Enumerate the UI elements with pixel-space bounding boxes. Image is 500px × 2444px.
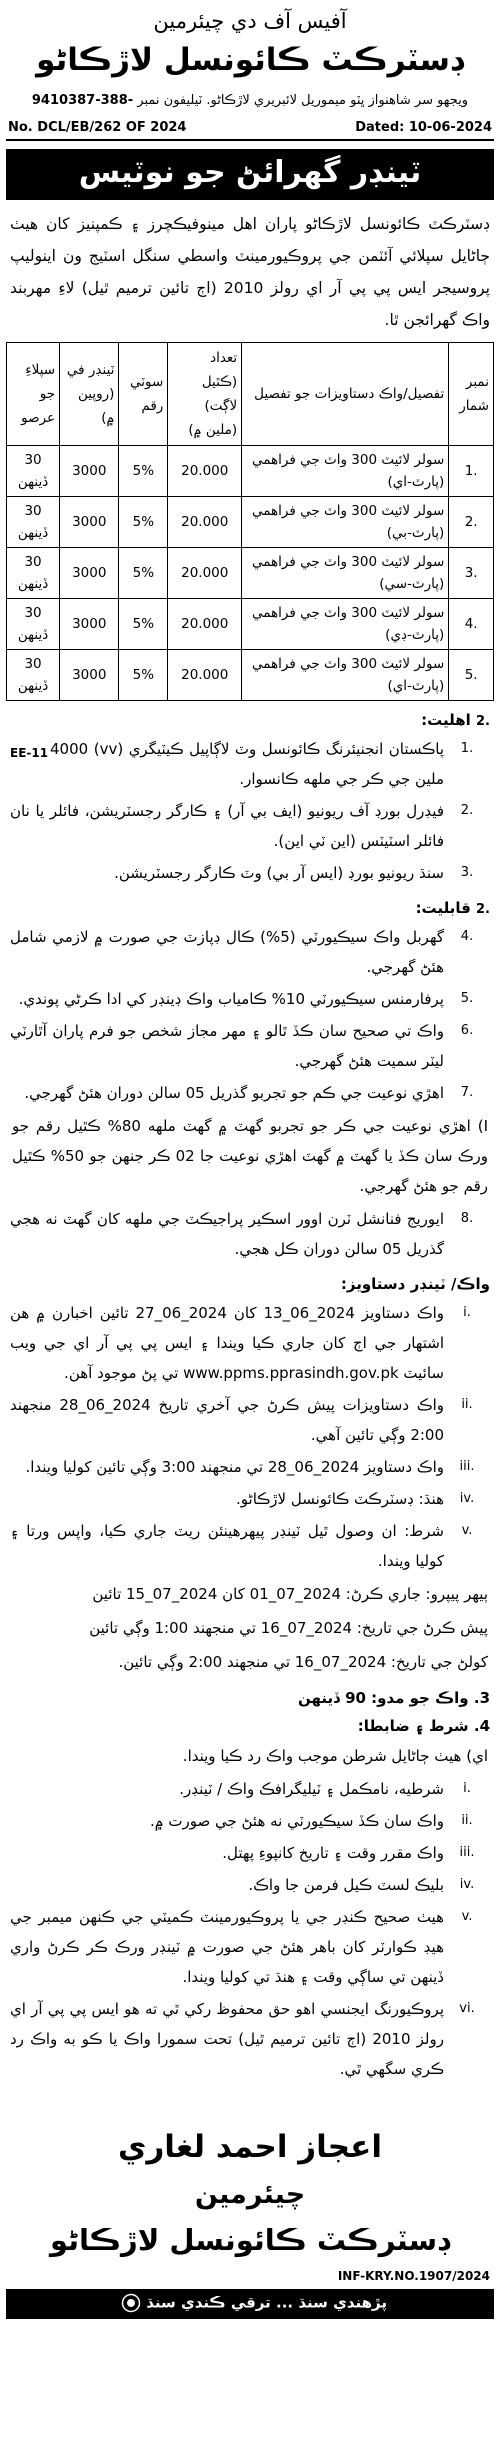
item-marker: v. xyxy=(461,1523,473,1538)
row-desc: سولر لائيٽ 300 واٽ جي فراهمي (پارٽ-اي) xyxy=(242,446,449,497)
conditions-heading: 4. شرط ۽ ضابطا: xyxy=(357,1717,490,1735)
footer-text: پڙهندي سنڌ ... ترقي ڪندي سنڌ xyxy=(146,2293,388,2312)
row-period: 30 ڏينهن xyxy=(7,599,60,650)
list-item xyxy=(6,1773,494,1805)
item-text: پروڪيورنگ ايجنسي اهو حق محفوظ رکي ٿي ته هو ايس پي پي آر اي رولز 2010 (اڄ تائين ترميم ٿيل) تحت سمورا واڪ يا ڪو به واڪ رد ڪري سگهي ٿي. xyxy=(10,2000,444,2078)
item-text: شرط: ان وصول ٿيل ٽينڊر پيهرهينئن ريٽ جاري ڪيا، واپس ورتا ۽ کوليا ويندا. xyxy=(10,1522,444,1570)
row-period: 30 ڏينهن xyxy=(7,650,60,701)
item-text: شرطيه، نامڪمل ۽ ٽيليگرافڪ واڪ / ٽينڊر. xyxy=(179,1780,444,1798)
list-item xyxy=(6,1515,494,1577)
list-item xyxy=(6,1805,494,1837)
item-marker: v. xyxy=(461,1909,473,1924)
item-marker: 1. xyxy=(460,741,474,756)
list-item xyxy=(6,1015,494,1077)
item-text: واڪ دستاويزات پيش ڪرڻ جي آخري تاريخ 2024_06_28 منجهند 2:00 وڳي تائين آهي. xyxy=(10,1396,445,1444)
row-fee: 3000 xyxy=(60,650,119,701)
reissue-open: کولڻ جي تاريخ: 2024_07_16 تي منجهند 2:00 وڳي تائين. xyxy=(118,1653,488,1671)
list-item xyxy=(6,1483,494,1515)
row-security: 5% xyxy=(119,650,168,701)
row-cost: 20.000 xyxy=(168,599,242,650)
list-item xyxy=(6,983,494,1015)
header-period: سپلاءِ جو عرصو xyxy=(7,343,60,446)
list-item xyxy=(6,795,494,857)
row-cost: 20.000 xyxy=(168,497,242,548)
item-text: گهربل واڪ سيڪيورٽي (5%) ڪال ڊپازٽ جي صورت ۾ لازمي شامل هئڻ گهرجي. xyxy=(10,928,445,976)
reference-number: No. DCL/EB/262 OF 2024 xyxy=(8,120,187,135)
item-marker: 5. xyxy=(460,991,474,1006)
item-text: سنڌ ريونيو بورڊ (ايس آر بي) وٽ ڪارگر رجسٽريشن. xyxy=(114,864,444,882)
item-marker: i. xyxy=(463,1305,471,1320)
list-item xyxy=(6,1389,494,1451)
item-text: واڪ دستاويز 2024_06_28 تي منجهند 3:00 وڳي تائين کوليا ويندا. xyxy=(25,1458,444,1476)
row-security: 5% xyxy=(119,497,168,548)
item-text: واڪ دستاويز 2024_06_13 کان 2024_06_27 تائين اخبارن ۾ هن اشتهار جي اڄ کان جاري ڪيا ويندا ۽ ايس پي پي آر اي جي ويب سائيٽ www.ppms.pprasindh.gov.pk تي پڻ موجود آهن. xyxy=(10,1304,444,1382)
item-marker: 7. xyxy=(460,1085,474,1100)
documents-heading: واڪ/ ٽينڊر دستاويز: xyxy=(340,1275,490,1293)
row-security: 5% xyxy=(119,446,168,497)
list-item xyxy=(6,921,494,983)
category-code: EE-11 xyxy=(10,746,49,760)
row-cost: 20.000 xyxy=(168,446,242,497)
section-title: اهليت: xyxy=(421,711,471,729)
item-text: فيڊرل بورڊ آف ريونيو (ايف بي آر) ۽ ڪارگر رجسٽريشن، فائلر يا نان فائلر اسٽيٽس (اين ٽي اين). xyxy=(10,802,444,850)
item-marker: ii. xyxy=(461,1397,473,1412)
item-marker: 8. xyxy=(460,1211,474,1226)
notice-banner: ٽينڊر گهرائڻ جو نوٽيس xyxy=(6,149,494,200)
row-desc: سولر لائيٽ 300 واٽ جي فراهمي (پارٽ-اي) xyxy=(242,650,449,701)
list-item xyxy=(6,1869,494,1901)
items-table xyxy=(6,342,494,701)
row-security: 5% xyxy=(119,599,168,650)
footer-slogan xyxy=(6,2289,494,2319)
item-text: واڪ سان ڪڏ سيڪيورٽي نه هئڻ جي صورت ۾. xyxy=(150,1812,444,1830)
item-marker: iii. xyxy=(459,1459,475,1474)
notice-date: Dated: 10-06-2024 xyxy=(355,120,492,135)
list-item xyxy=(6,1077,494,1109)
row-period: 30 ڏينهن xyxy=(7,548,60,599)
item-text: واڪ مقرر وقت ۽ تاريخ کانپوءِ پهتل. xyxy=(222,1844,444,1862)
row-sr: 4. xyxy=(449,599,494,650)
reissue-dates: ٻيهر پيپرو: جاري ڪرڻ: 2024_07_01 کان 2024_07_15 تائين xyxy=(92,1585,488,1603)
header-security: سوٽي رقم xyxy=(119,343,168,446)
section-number: 2. xyxy=(476,902,490,917)
office-title: آفيس آف دي چيئرمين xyxy=(153,9,347,33)
item-text: اهڙي نوعيت جي ڪم جو تجربو گذريل 05 سالن دوران هئڻ گهرجي. xyxy=(24,1084,444,1102)
list-item xyxy=(6,1837,494,1869)
signature-block xyxy=(6,2121,494,2263)
tender-notice xyxy=(6,6,494,2319)
list-item xyxy=(6,1993,494,2085)
eligibility-heading xyxy=(10,711,490,729)
row-sr: 3. xyxy=(449,548,494,599)
address-text: ويجهو سر شاهنواز ڀٽو ميموريل لائبريري لاڙڪاڻو. ٽيليفون نمبر xyxy=(137,93,469,108)
table-row xyxy=(7,650,494,701)
item-text: بليڪ لسٽ ڪيل فرمن جا واڪ. xyxy=(248,1876,444,1894)
list-item xyxy=(6,857,494,889)
row-security: 5% xyxy=(119,548,168,599)
capability-heading xyxy=(10,899,490,917)
signatory-title: چيئرمين xyxy=(194,2179,306,2210)
reference-line xyxy=(6,120,494,141)
list-item xyxy=(6,1203,494,1265)
reissue-submit: پيش ڪرڻ جي تاريخ: 2024_07_16 تي منجهند 1:00 وڳي تائين xyxy=(89,1619,488,1637)
table-row xyxy=(7,446,494,497)
item-text: ايوريج فنانشل ٽرن اوور اسڪير پراجيڪٽ جي ملهه کان گهٽ نه هجي گذريل 05 سالن دوران ڪل هجي. xyxy=(10,1210,444,1258)
list-item xyxy=(6,1297,494,1389)
signatory-council: ڊسٽرڪٽ ڪائونسل لاڙڪاڻو xyxy=(49,2223,451,2257)
item-text: هنڌ: ڊسٽرڪٽ ڪائونسل لاڙڪاڻو. xyxy=(236,1490,444,1508)
header-desc: تفصيل/واڪ دستاويزات جو تفصيل xyxy=(242,343,449,446)
section-number: 2. xyxy=(476,714,490,729)
conditions-intro: اي) هيٺ ڄاڻايل شرطن موجب واڪ رد ڪيا ويندا. xyxy=(182,1747,488,1765)
row-desc: سولر لائيٽ 300 واٽ جي فراهمي (پارٽ-سي) xyxy=(242,548,449,599)
header-cost: تعداد (ڪٿيل لاڳت) (ملين ۾) xyxy=(168,343,242,446)
item-marker: ii. xyxy=(461,1813,473,1828)
row-fee: 3000 xyxy=(60,599,119,650)
item-marker: i. xyxy=(463,1781,471,1796)
item-marker: 6. xyxy=(460,1023,474,1038)
row-fee: 3000 xyxy=(60,497,119,548)
row-fee: 3000 xyxy=(60,548,119,599)
item-text: هيٺ صحيح ڪنڊر جي يا پروڪيورمينٽ ڪميٽي جي ڪنهن ميمبر جي هيڊ ڪوارٽر کان باهر هئڻ جي صورت ۾ ٽينڊر ورڪ ڪر ڪرڻ واري ڏينهن تي ساڳي وقت ۽ هنڌ تي کوليا ويندا. xyxy=(10,1908,444,1986)
table-row xyxy=(7,599,494,650)
item-marker: vi. xyxy=(459,2001,475,2016)
item-marker: 3. xyxy=(460,865,474,880)
item-text: پاڪستان انجنيئرنگ ڪائونسل وٽ لاڳاپيل ڪيٽيگري (vv) 4000 ملين جي ڪر جي ملهه ڪانسوار. xyxy=(50,740,445,788)
header-fee: ٽينڊر في (روپين ۾) xyxy=(60,343,119,446)
item-marker: iv. xyxy=(459,1877,475,1892)
table-row xyxy=(7,548,494,599)
row-cost: 20.000 xyxy=(168,650,242,701)
signatory-name: اعجاز احمد لغاري xyxy=(118,2129,382,2165)
phone-number: 9410387-388- xyxy=(31,93,134,108)
row-desc: سولر لائيٽ 300 واٽ جي فراهمي (پارٽ-ڊي) xyxy=(242,599,449,650)
address-line xyxy=(6,88,494,114)
intro-paragraph: ڊسٽرڪٽ ڪائونسل لاڙڪاڻو پاران اهل مينوفيڪچرز ۽ ڪمپنيز کان هيٺ ڄاڻايل سپلائي آئٽمن جي پروڪيورمينٽ واسطي سنگل اسٽيج ون اينوليپ پروسيجر ايس پي پي آر اي رولز 2010 (اڄ تائين ترميم ٿيل) لاءِ مهربند واڪ گهرائجن ٿا. xyxy=(10,215,490,329)
item-marker: iv. xyxy=(459,1491,475,1506)
item-marker: 4. xyxy=(460,929,474,944)
inf-number: INF-KRY.NO.1907/2024 xyxy=(337,2269,490,2283)
row-period: 30 ڏينهن xyxy=(7,497,60,548)
bid-validity: 3. واڪ جو مدو: 90 ڏينهن xyxy=(298,1689,490,1707)
council-title: ڊسٽرڪٽ ڪائونسل لاڙڪاڻو xyxy=(36,42,464,78)
experience-paragraph: I) اهڙي نوعيت جي ڪر جو تجربو گهٽ ۾ گهٽ ملهه 80% ڪٿيل رقم جو ورڪ سان ڪڏ يا گهٽ ۾ گهٽ اهڙي نوعيت جا 02 ڪر جنهن جو 50% ڪٿيل رقم جو هئڻ گهرجي. xyxy=(12,1117,488,1195)
item-text: واڪ تي صحيح سان ڪڏ ٿالو ۽ مهر مجاز شخص جو فرم پاران آٿارٽي ليٽر سميت هئڻ گهرجي. xyxy=(10,1022,444,1070)
row-sr: 1. xyxy=(449,446,494,497)
row-cost: 20.000 xyxy=(168,548,242,599)
table-header-row xyxy=(7,343,494,446)
sindh-seal-icon xyxy=(121,2293,141,2313)
item-text: پرفارمنس سيڪيورٽي 10% ڪامياب واڪ ڊينڊر کي ادا ڪرڻي پوندي. xyxy=(18,990,444,1008)
section-title: قابليت: xyxy=(415,899,471,917)
item-marker: 2. xyxy=(460,803,474,818)
row-sr: 2. xyxy=(449,497,494,548)
item-marker: iii. xyxy=(459,1845,475,1860)
row-fee: 3000 xyxy=(60,446,119,497)
row-desc: سولر لائيٽ 300 واٽ جي فراهمي (پارٽ-بي) xyxy=(242,497,449,548)
list-item xyxy=(6,1451,494,1483)
header-sr: نمبر شمار xyxy=(449,343,494,446)
list-item xyxy=(6,1901,494,1993)
row-sr: 5. xyxy=(449,650,494,701)
list-item xyxy=(6,733,494,795)
row-period: 30 ڏينهن xyxy=(7,446,60,497)
table-row xyxy=(7,497,494,548)
